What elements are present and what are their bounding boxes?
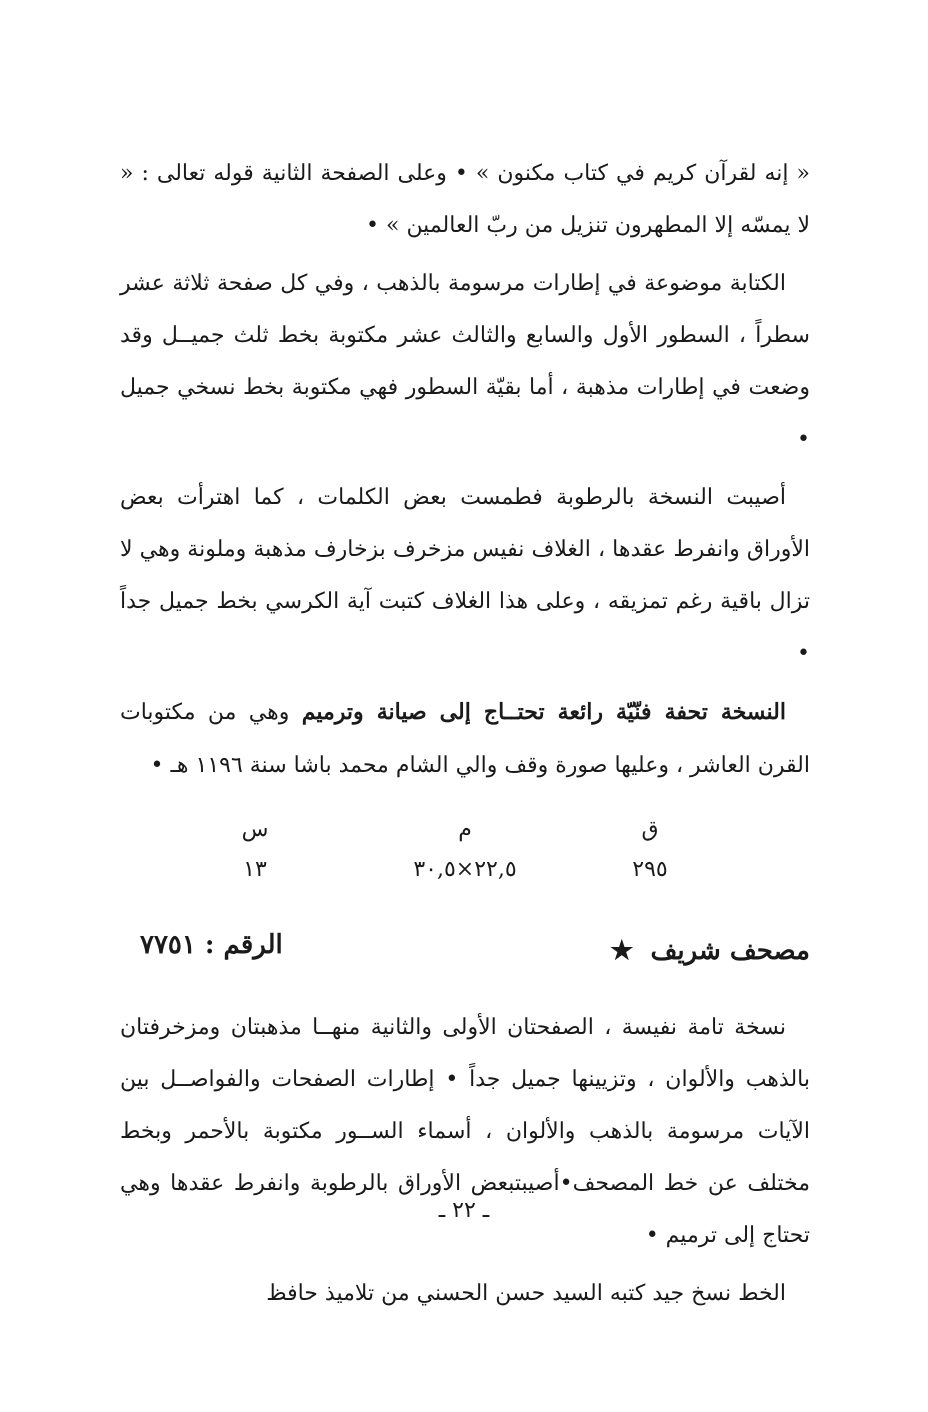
paragraph-manuscript-description: نسخة تامة نفيسة ، الصفحتان الأولى والثانية منهــا مذهبتان ومزخرفتان بالذهب والألوان ، وتزيينها جميل جداً • إطارات الصفحات والفواصــل بين الآيات مرسومة بالذهب والألوان ، أسماء الســور مكتوبة بالأحمر وبخط مختلف عن خط المصحف•أصيبتبعض الأوراق بالرطوبة وانفرط عقدها وهي تحتاج إلى ترميم •: [120, 1015, 810, 1248]
paragraph-condition: أصيبت النسخة بالرطوبة فطمست بعض الكلمات ، كما اهترأت بعض الأوراق وانفرط عقدها ، الغلاف نفيس مزخرف بزخارف مذهبة وملونة وهي لا تزال باقية رغم تمزيقه ، وعلى هذا الغلاف كتبت آية الكرسي بخط جميل جداً •: [120, 485, 810, 666]
spec-dimensions: [375, 810, 555, 890]
spec-leaves: [560, 810, 740, 890]
specs-table: [120, 810, 810, 902]
page-body: [120, 148, 810, 1326]
entry-title-text: مصحف شريف: [650, 936, 810, 966]
spec-lines-value: ١٣: [243, 857, 267, 882]
paragraph-quran-verse: « إنه لقرآن كريم في كتاب مكنون » • وعلى الصفحة الثانية قوله تعالى : « لا يمسّه إلا المطهرون تنزيل من ربّ العالمين » •: [120, 161, 810, 238]
paragraph-calligrapher: الخط نسخ جيد كتبه السيد حسن الحسني من تلاميذ حافظ: [266, 1281, 786, 1306]
bold-lead-text: النسخة تحفة فنّيّة رائعة تحتــاج إلى صيانة وترميم: [301, 699, 786, 725]
entry-title: [610, 936, 810, 966]
star-icon: ★: [610, 936, 634, 966]
spec-dimensions-label: م: [458, 817, 472, 842]
paragraph-writing-description: الكتابة موضوعة في إطارات مرسومة بالذهب ، وفي كل صفحة ثلاثة عشر سطراً ، السطور الأول والسابع والثالث عشر مكتوبة بخط ثلث جميــل وقد وضعت في إطارات مذهبة ، أما بقيّة السطور فهي مكتوبة بخط نسخي جميل •: [120, 271, 810, 452]
entry-header: [120, 922, 810, 992]
spec-lines: [165, 810, 345, 890]
spec-leaves-label: ق: [641, 817, 659, 842]
paragraph-artistic-value: [120, 686, 810, 792]
spec-leaves-value: ٢٩٥: [632, 857, 668, 882]
entry-number: الرقم : ٧٧٥١: [140, 930, 283, 960]
spec-lines-label: س: [241, 817, 269, 842]
paragraph-rest-text: وهي من مكتوبات القرن العاشر ، وعليها صورة وقف والي الشام محمد باشا سنة ١١٩٦ هـ •: [120, 700, 810, 778]
page-number: ـ ٢٢ ـ: [438, 1198, 490, 1223]
spec-dimensions-value: ٢٢,٥×٣٠,٥: [413, 857, 517, 882]
